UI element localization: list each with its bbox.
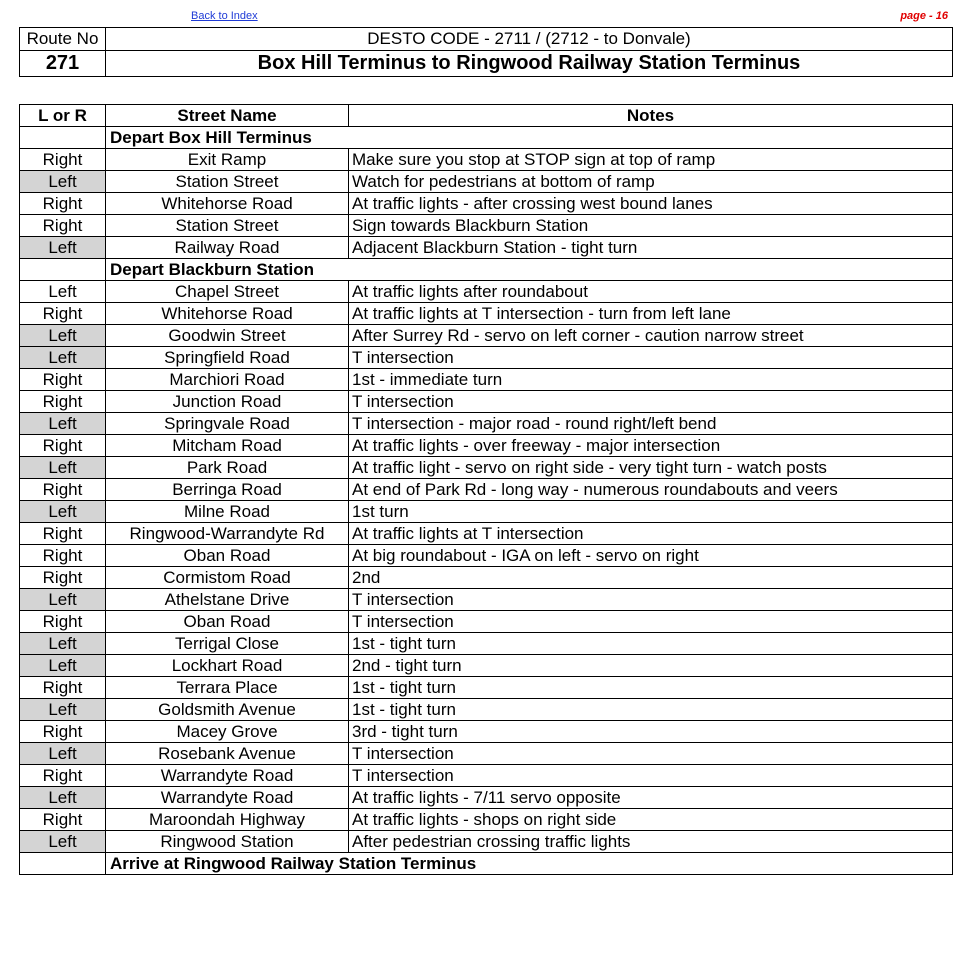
route-note: 1st - tight turn	[349, 633, 953, 655]
table-header-row	[20, 105, 953, 127]
section-blank-cell	[20, 127, 106, 149]
table-row	[20, 633, 953, 655]
table-row	[20, 831, 953, 853]
table-row	[20, 699, 953, 721]
route-note: At traffic lights - shops on right side	[349, 809, 953, 831]
street-name: Berringa Road	[106, 479, 349, 501]
route-no-label: Route No	[20, 28, 106, 51]
turn-direction: Left	[20, 831, 106, 853]
table-row	[20, 325, 953, 347]
route-note: Sign towards Blackburn Station	[349, 215, 953, 237]
column-header-direction: L or R	[20, 105, 106, 127]
table-row	[20, 655, 953, 677]
street-name: Mitcham Road	[106, 435, 349, 457]
turn-direction: Right	[20, 149, 106, 171]
turn-direction: Left	[20, 743, 106, 765]
section-label: Depart Blackburn Station	[106, 259, 953, 281]
route-header-table	[19, 27, 953, 77]
route-note: After pedestrian crossing traffic lights	[349, 831, 953, 853]
street-name: Whitehorse Road	[106, 193, 349, 215]
street-name: Oban Road	[106, 611, 349, 633]
route-note: At big roundabout - IGA on left - servo on right	[349, 545, 953, 567]
table-row	[20, 413, 953, 435]
street-name: Warrandyte Road	[106, 787, 349, 809]
table-row	[20, 501, 953, 523]
street-name: Maroondah Highway	[106, 809, 349, 831]
turn-direction: Right	[20, 391, 106, 413]
table-row	[20, 215, 953, 237]
turn-direction: Left	[20, 655, 106, 677]
street-name: Ringwood-Warrandyte Rd	[106, 523, 349, 545]
turn-direction: Right	[20, 215, 106, 237]
turn-direction: Left	[20, 589, 106, 611]
route-note: At traffic lights at T intersection - turn from left lane	[349, 303, 953, 325]
turn-direction: Left	[20, 325, 106, 347]
turn-direction: Right	[20, 765, 106, 787]
column-header-street: Street Name	[106, 105, 349, 127]
turn-direction: Right	[20, 523, 106, 545]
street-name: Station Street	[106, 215, 349, 237]
table-row	[20, 523, 953, 545]
table-row	[20, 281, 953, 303]
street-name: Marchiori Road	[106, 369, 349, 391]
route-note: At traffic lights - after crossing west bound lanes	[349, 193, 953, 215]
section-label: Depart Box Hill Terminus	[106, 127, 953, 149]
street-name: Rosebank Avenue	[106, 743, 349, 765]
route-note: After Surrey Rd - servo on left corner - caution narrow street	[349, 325, 953, 347]
street-name: Lockhart Road	[106, 655, 349, 677]
turn-direction: Left	[20, 633, 106, 655]
street-name: Athelstane Drive	[106, 589, 349, 611]
column-header-notes: Notes	[349, 105, 953, 127]
route-note: 1st - tight turn	[349, 677, 953, 699]
route-note: 3rd - tight turn	[349, 721, 953, 743]
turn-direction: Right	[20, 721, 106, 743]
section-blank-cell	[20, 259, 106, 281]
table-row	[20, 369, 953, 391]
turn-direction: Left	[20, 281, 106, 303]
turn-direction: Right	[20, 567, 106, 589]
table-row	[20, 677, 953, 699]
street-name: Goodwin Street	[106, 325, 349, 347]
turn-direction: Right	[20, 303, 106, 325]
street-name: Terrigal Close	[106, 633, 349, 655]
page-number-label: page - 16	[900, 10, 948, 22]
turn-direction: Right	[20, 479, 106, 501]
route-note: At traffic lights at T intersection	[349, 523, 953, 545]
table-row	[20, 721, 953, 743]
route-note: At traffic lights - over freeway - major intersection	[349, 435, 953, 457]
section-row	[20, 127, 953, 149]
route-note: T intersection	[349, 743, 953, 765]
street-name: Park Road	[106, 457, 349, 479]
street-name: Springvale Road	[106, 413, 349, 435]
route-note: T intersection	[349, 391, 953, 413]
street-name: Warrandyte Road	[106, 765, 349, 787]
route-note: T intersection - major road - round right/left bend	[349, 413, 953, 435]
section-row	[20, 259, 953, 281]
route-note: 2nd - tight turn	[349, 655, 953, 677]
route-note: At end of Park Rd - long way - numerous roundabouts and veers	[349, 479, 953, 501]
street-name: Terrara Place	[106, 677, 349, 699]
street-name: Exit Ramp	[106, 149, 349, 171]
route-note: 1st turn	[349, 501, 953, 523]
table-row	[20, 787, 953, 809]
table-row	[20, 347, 953, 369]
table-row	[20, 611, 953, 633]
turn-direction: Right	[20, 677, 106, 699]
street-name: Goldsmith Avenue	[106, 699, 349, 721]
table-row	[20, 479, 953, 501]
route-note: Watch for pedestrians at bottom of ramp	[349, 171, 953, 193]
route-number: 271	[20, 51, 106, 77]
table-row	[20, 457, 953, 479]
street-name: Station Street	[106, 171, 349, 193]
route-note: At traffic lights after roundabout	[349, 281, 953, 303]
turn-direction: Right	[20, 611, 106, 633]
table-row	[20, 765, 953, 787]
route-note: 1st - immediate turn	[349, 369, 953, 391]
route-note: T intersection	[349, 347, 953, 369]
turn-direction: Right	[20, 193, 106, 215]
table-row	[20, 435, 953, 457]
table-row	[20, 171, 953, 193]
table-row	[20, 303, 953, 325]
route-note: 1st - tight turn	[349, 699, 953, 721]
turn-direction: Right	[20, 369, 106, 391]
route-note: Adjacent Blackburn Station - tight turn	[349, 237, 953, 259]
street-name: Chapel Street	[106, 281, 349, 303]
turn-direction: Left	[20, 699, 106, 721]
route-note: At traffic lights - 7/11 servo opposite	[349, 787, 953, 809]
turn-direction: Left	[20, 171, 106, 193]
turn-direction: Left	[20, 237, 106, 259]
turn-direction: Right	[20, 809, 106, 831]
street-name: Milne Road	[106, 501, 349, 523]
turn-direction: Right	[20, 545, 106, 567]
section-row	[20, 853, 953, 875]
turn-direction: Left	[20, 501, 106, 523]
street-name: Springfield Road	[106, 347, 349, 369]
street-name: Macey Grove	[106, 721, 349, 743]
turn-direction: Right	[20, 435, 106, 457]
table-row	[20, 391, 953, 413]
section-label: Arrive at Ringwood Railway Station Terminus	[106, 853, 953, 875]
route-note: T intersection	[349, 611, 953, 633]
back-to-index-link[interactable]: Back to Index	[191, 10, 258, 22]
table-row	[20, 809, 953, 831]
desto-code: DESTO CODE - 2711 / (2712 - to Donvale)	[106, 28, 953, 51]
table-row	[20, 545, 953, 567]
turn-direction: Left	[20, 413, 106, 435]
route-directions-table	[19, 104, 953, 875]
route-title: Box Hill Terminus to Ringwood Railway Station Terminus	[106, 51, 953, 77]
table-row	[20, 237, 953, 259]
table-row	[20, 589, 953, 611]
turn-direction: Left	[20, 787, 106, 809]
street-name: Whitehorse Road	[106, 303, 349, 325]
table-row	[20, 193, 953, 215]
street-name: Railway Road	[106, 237, 349, 259]
route-note: At traffic light - servo on right side - very tight turn - watch posts	[349, 457, 953, 479]
table-row	[20, 567, 953, 589]
street-name: Oban Road	[106, 545, 349, 567]
street-name: Ringwood Station	[106, 831, 349, 853]
street-name: Junction Road	[106, 391, 349, 413]
route-note: Make sure you stop at STOP sign at top of ramp	[349, 149, 953, 171]
route-note: T intersection	[349, 589, 953, 611]
route-note: 2nd	[349, 567, 953, 589]
table-row	[20, 743, 953, 765]
section-blank-cell	[20, 853, 106, 875]
route-note: T intersection	[349, 765, 953, 787]
street-name: Cormistom Road	[106, 567, 349, 589]
turn-direction: Left	[20, 347, 106, 369]
turn-direction: Left	[20, 457, 106, 479]
table-row	[20, 149, 953, 171]
